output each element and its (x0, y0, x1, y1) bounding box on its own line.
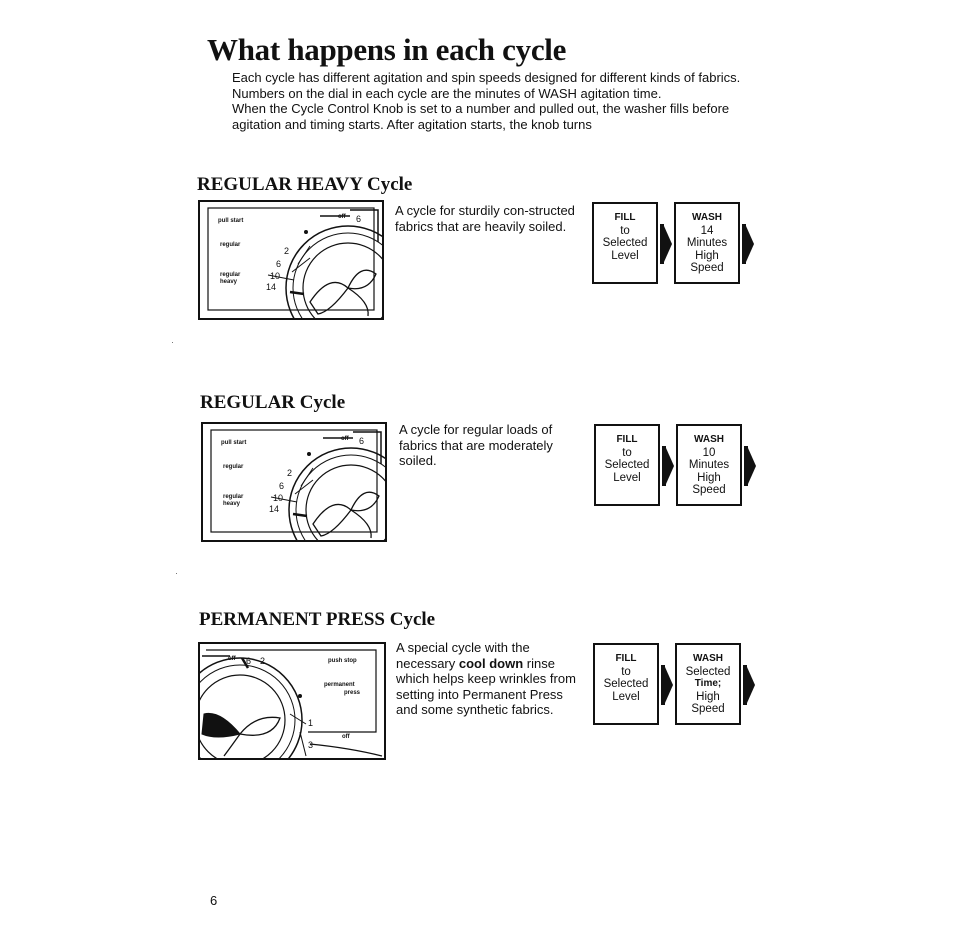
dial-illustration-permanent-press (198, 642, 386, 760)
fill-box-regular (594, 424, 660, 506)
scan-speck (172, 342, 173, 343)
sequence-arrow-icon (748, 448, 756, 484)
wash-box-line-4: High (696, 690, 720, 703)
fill-box-line-2: to (622, 446, 632, 459)
section-description-permanent-press (396, 640, 586, 718)
dial-number-14: 14 (269, 504, 280, 514)
wash-box-line-2: Selected (685, 665, 731, 678)
dial-number-1: 1 (308, 718, 314, 728)
dial-top-off: off (341, 436, 349, 442)
dial-top-number-2: 2 (260, 656, 266, 666)
fill-box-line-3: Selected (602, 237, 648, 249)
fill-box-regular-heavy (592, 202, 658, 284)
dial-label-regular-heavy-1: regular (223, 494, 244, 500)
dial-number-2: 2 (287, 468, 293, 478)
section-heading-regular-heavy: REGULAR HEAVY Cycle (197, 174, 413, 195)
fill-box-line-1: FILL (615, 653, 637, 664)
section-heading-regular: REGULAR Cycle (200, 392, 346, 413)
fill-box-line-2: to (621, 665, 631, 678)
wash-box-line-4: High (697, 471, 721, 484)
sequence-arrow-icon (746, 226, 754, 262)
dial-label-regular: regular (223, 464, 244, 470)
wash-box-regular-heavy (674, 202, 740, 284)
dial-label-regular-heavy-2: heavy (223, 501, 241, 507)
section-description-regular-heavy: A cycle for sturdily con-structed fabrics that are heavily soiled. (395, 203, 575, 234)
fill-box-line-3: Selected (604, 459, 650, 471)
dial-label-pull-start: pull start (221, 440, 247, 446)
dial-number-10: 10 (270, 271, 281, 281)
dial-label-pull-start: pull start (218, 218, 244, 224)
sequence-arrow-icon (666, 448, 674, 484)
dial-number-10: 10 (273, 493, 284, 503)
dial-label-permanent-1: permanent (324, 682, 355, 688)
wash-box-regular (676, 424, 742, 506)
sequence-arrow-icon (747, 667, 755, 703)
sequence-arrow-icon (665, 667, 673, 703)
scan-speck (176, 573, 177, 574)
dial-label-regular: regular (220, 242, 241, 248)
description-text: A special cycle with the necessary (396, 640, 530, 671)
wash-box-line-3: Minutes (686, 237, 728, 249)
fill-box-line-2: to (620, 224, 630, 237)
dial-label-regular-heavy-2: heavy (220, 279, 238, 285)
section-heading-permanent-press: PERMANENT PRESS Cycle (199, 609, 436, 630)
page-number: 6 (210, 893, 218, 908)
dial-label-off: off (342, 734, 350, 740)
intro-paragraph-1: Each cycle has different agitation and spin speeds designed for different kinds of fabrics. Numbers on the dial in each cycle are the minutes of WASH agitation time. (232, 70, 741, 101)
wash-box-line-1: WASH (693, 653, 723, 664)
fill-box-line-4: Level (613, 471, 641, 484)
dial-top-number-6: 6 (359, 436, 365, 446)
fill-box-permanent-press (593, 643, 659, 725)
dial-illustration-regular-heavy (198, 200, 384, 320)
dial-number-2: 2 (284, 246, 290, 256)
dial-number-6: 6 (276, 259, 282, 269)
sequence-arrow-icon (664, 226, 672, 262)
wash-box-line-2: 14 (700, 224, 714, 237)
dial-number-6: 6 (279, 481, 285, 491)
dial-label-push-stop: push stop (328, 658, 357, 664)
dial-label-regular-heavy-1: regular (220, 272, 241, 278)
wash-box-line-3: Minutes (688, 459, 730, 471)
dial-illustration-regular (201, 422, 387, 542)
section-description-regular: A cycle for regular loads of fabrics that are moderately soiled. (399, 422, 553, 468)
wash-box-line-1: WASH (692, 212, 722, 223)
fill-box-line-1: FILL (614, 212, 636, 223)
dial-label-permanent-2: press (344, 690, 361, 696)
wash-box-line-1: WASH (694, 434, 724, 445)
wash-box-line-5: Speed (692, 484, 726, 496)
wash-box-permanent-press (675, 643, 741, 725)
fill-box-line-4: Level (611, 249, 639, 262)
intro-paragraph-2: When the Cycle Control Knob is set to a number and pulled out, the washer fills before agitation and timing starts. After agitation starts, the knob turns (232, 101, 730, 132)
fill-box-line-1: FILL (616, 434, 638, 445)
wash-box-line-4: High (695, 249, 719, 262)
dial-number-14: 14 (266, 282, 277, 292)
dial-number-3: 3 (308, 740, 314, 750)
description-text: rinse which helps keep wrinkles from setting into Permanent Press and some synthetic fabrics. (396, 655, 576, 717)
dial-top-off: off (228, 656, 236, 662)
dial-top-number-6: 6 (246, 656, 252, 666)
description-bold: cool down (458, 655, 524, 671)
intro-text (218, 70, 748, 132)
wash-box-line-3: Time; (694, 678, 722, 689)
page-title: What happens in each cycle (207, 32, 567, 67)
wash-box-line-2: 10 (702, 446, 716, 459)
dial-top-number-6: 6 (356, 214, 362, 224)
wash-box-line-5: Speed (690, 262, 724, 274)
dial-top-off: off (338, 214, 346, 220)
wash-box-line-5: Speed (691, 703, 725, 715)
fill-box-line-3: Selected (603, 678, 649, 690)
fill-box-line-4: Level (612, 690, 640, 703)
